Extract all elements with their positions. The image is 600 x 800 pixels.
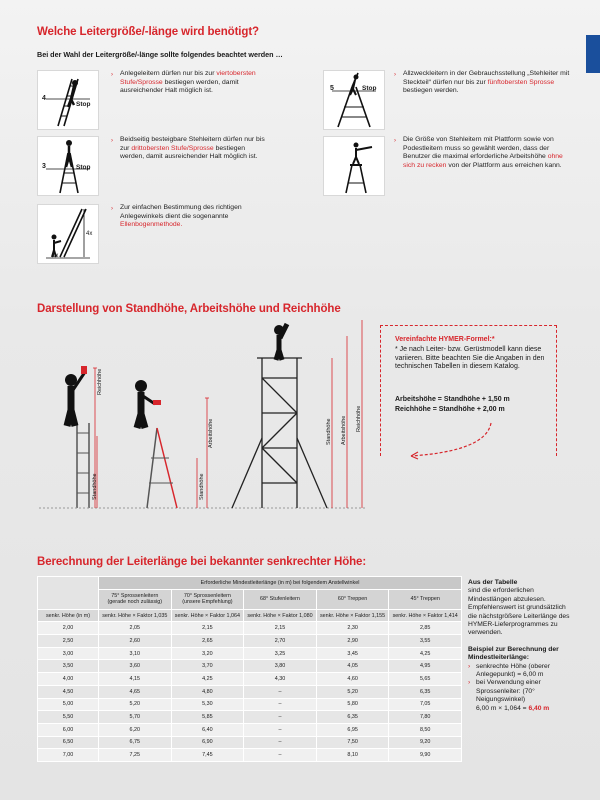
length-cell: 7,80 — [389, 711, 462, 724]
explanation-text: sind die erforderlichen Mindestlängen abzulesen. Empfehlenswert ist grundsätzlich die nächstgrößere Leiterlänge des HYMER-Lieferprogrammes zu verwenden. — [468, 587, 570, 637]
length-cell: 4,05 — [316, 660, 389, 673]
column-header: 75° Sprossenleitern (gerade noch zulässig) — [99, 589, 172, 609]
bullet-arrow-icon: › — [111, 138, 113, 144]
curved-arrow-icon — [406, 421, 496, 461]
reichhoehe-label-1: Reichhöhe — [97, 368, 103, 395]
rule-text: Zur einfachen Bestimmung des richtigen Anlegewinkels dient die sogenannte Ellenbogenmethode. — [120, 204, 242, 229]
bullet-arrow-icon: › — [394, 72, 396, 78]
ladder-length-table — [37, 576, 462, 762]
subheader-cell: senkr. Höhe × Faktor 1,064 — [171, 609, 244, 622]
length-cell: 7,25 — [99, 749, 172, 762]
length-cell: 3,20 — [171, 647, 244, 660]
length-cell: 6,35 — [389, 685, 462, 698]
height-cell: 6,00 — [38, 723, 99, 736]
bullet-arrow-icon: › — [111, 206, 113, 212]
height-cell: 2,00 — [38, 622, 99, 635]
table-group-header: Erforderliche Mindestleiterlänge (in m) bei folgendem Anstellwinkel — [99, 577, 462, 590]
icon-number: 5 — [330, 85, 334, 92]
ratio-x-label: 1x — [52, 253, 59, 259]
length-cell: 3,10 — [99, 647, 172, 660]
section-title-size: Welche Leitergröße/-länge wird benötigt? — [37, 26, 259, 38]
length-cell: 3,70 — [171, 660, 244, 673]
length-cell: 4,80 — [171, 685, 244, 698]
hymer-formula-box — [380, 325, 557, 456]
length-cell: 5,30 — [171, 698, 244, 711]
stop-label: Stop — [76, 101, 91, 108]
length-cell: 5,65 — [389, 673, 462, 686]
section-title-calculation: Berechnung der Leiterlänge bei bekannter senkrechter Höhe: — [37, 556, 367, 568]
formula-line-2: Reichhöhe = Standhöhe + 2,00 m — [395, 406, 505, 413]
length-cell: – — [244, 749, 317, 762]
length-cell: 6,95 — [316, 723, 389, 736]
length-cell: 6,40 — [171, 723, 244, 736]
height-cell: 6,50 — [38, 736, 99, 749]
length-cell: 6,75 — [99, 736, 172, 749]
length-cell: 3,25 — [244, 647, 317, 660]
length-cell: 3,80 — [244, 660, 317, 673]
length-cell: 2,15 — [244, 622, 317, 635]
length-cell: 4,65 — [99, 685, 172, 698]
page-tab — [586, 35, 600, 73]
subheader-cell: senkr. Höhe × Faktor 1,155 — [316, 609, 389, 622]
arbeitshoehe-label-3: Arbeitshöhe — [341, 415, 347, 445]
ladder-4-stop-icon — [37, 70, 99, 130]
length-cell: 5,20 — [99, 698, 172, 711]
length-cell: 9,20 — [389, 736, 462, 749]
length-cell: – — [244, 685, 317, 698]
table-row — [38, 711, 462, 724]
formula-note: * Je nach Leiter- bzw. Gerüstmodell kann diese variieren. Bitte beachten Sie die Angaben in den technischen Tabellen in diesem Katalog. — [395, 346, 545, 371]
length-cell: 6,20 — [99, 723, 172, 736]
table-row — [38, 673, 462, 686]
length-cell: 4,25 — [389, 647, 462, 660]
rule-text: Beidseitig besteigbare Stehleitern dürfen nur bis zur drittobersten Stufe/Sprosse bestiegen werden, damit ausreichender Halt möglich ist. — [120, 136, 265, 161]
table-explanation — [468, 579, 573, 713]
subheader-cell: senkr. Höhe × Faktor 1,414 — [389, 609, 462, 622]
length-cell: 3,60 — [99, 660, 172, 673]
rule-text: Allzweckleitern in der Gebrauchsstellung „Stehleiter mit Steckteil“ dürfen nur bis zur fünftobersten Sprosse bestiegen werden. — [403, 70, 570, 95]
length-cell: 7,05 — [389, 698, 462, 711]
explanation-heading: Aus der Tabelle — [468, 579, 518, 586]
subheader-cell: senkr. Höhe × Faktor 1,080 — [244, 609, 317, 622]
bullet-arrow-icon: › — [394, 138, 396, 144]
height-cell: 4,50 — [38, 685, 99, 698]
column-header: 68° Stufenleitern — [244, 589, 317, 609]
length-cell: 7,45 — [171, 749, 244, 762]
example-heading: Beispiel zur Berechnung der Mindestleiterlänge: — [468, 645, 559, 662]
length-cell: – — [244, 711, 317, 724]
length-cell: 5,85 — [171, 711, 244, 724]
column-header: 70° Sprossenleitern (unsere Empfehlung) — [171, 589, 244, 609]
length-cell: 3,55 — [389, 635, 462, 648]
length-cell: 2,60 — [99, 635, 172, 648]
height-cell: 2,50 — [38, 635, 99, 648]
height-cell: 4,00 — [38, 673, 99, 686]
rule-text: Anlegeleitern dürfen nur bis zur viertobersten Stufe/Sprosse bestiegen werden, damit ausreichender Halt möglich ist. — [120, 70, 256, 95]
section-lead: Bei der Wahl der Leitergröße/-länge sollte folgendes beachtet werden … — [37, 50, 283, 59]
length-cell: 3,45 — [316, 647, 389, 660]
length-cell: 9,90 — [389, 749, 462, 762]
standhoehe-label-3: Standhöhe — [326, 418, 332, 445]
table-row — [38, 685, 462, 698]
length-cell: 2,05 — [99, 622, 172, 635]
example-bullet-1: › senkrechte Höhe (oberer Anlegepunkt) = 6,00 m — [468, 662, 550, 679]
length-cell: 8,50 — [389, 723, 462, 736]
stop-label: Stop — [76, 164, 91, 171]
length-cell: 5,70 — [99, 711, 172, 724]
height-cell: 5,00 — [38, 698, 99, 711]
table-row — [38, 736, 462, 749]
length-cell: 6,35 — [316, 711, 389, 724]
elbow-method-icon — [37, 204, 99, 264]
table-row — [38, 622, 462, 635]
height-cell: 3,00 — [38, 647, 99, 660]
stepladder-3-stop-icon — [37, 136, 99, 196]
length-cell: 7,50 — [316, 736, 389, 749]
length-cell: – — [244, 723, 317, 736]
length-cell: 8,10 — [316, 749, 389, 762]
platform-ladder-icon — [323, 136, 385, 196]
length-cell: 4,25 — [171, 673, 244, 686]
length-cell: 4,15 — [99, 673, 172, 686]
formula-line-1: Arbeitshöhe = Standhöhe + 1,50 m — [395, 396, 510, 403]
subheader-cell: senkr. Höhe (in m) — [38, 609, 99, 622]
length-cell: – — [244, 736, 317, 749]
standhoehe-label-2: Standhöhe — [199, 473, 205, 500]
column-header: 60° Treppen — [316, 589, 389, 609]
length-cell: 2,85 — [389, 622, 462, 635]
ratio-y-label: 4x — [86, 231, 93, 237]
height-cell: 3,50 — [38, 660, 99, 673]
subheader-cell: senkr. Höhe × Faktor 1,035 — [99, 609, 172, 622]
table-row — [38, 749, 462, 762]
icon-number: 4 — [42, 95, 46, 102]
length-cell: 6,90 — [171, 736, 244, 749]
rule-text: Die Größe von Stehleitern mit Plattform sowie von Podestleitern muss so gewählt werden, dass der Benutzer die maximal erforderliche Arbeitshöhe ohne sich zu recken von der Plattform aus erreichen kann. — [403, 136, 563, 169]
length-cell: 4,30 — [244, 673, 317, 686]
length-cell: – — [244, 698, 317, 711]
bullet-arrow-icon: › — [111, 72, 113, 78]
example-bullet-2: › bei Verwendung einer Sprossenleiter: (70° Neigungswinkel) — [468, 679, 541, 704]
length-cell: 5,20 — [316, 685, 389, 698]
table-row — [38, 635, 462, 648]
length-cell: 5,80 — [316, 698, 389, 711]
ladder-5-stop-icon — [323, 70, 385, 130]
section-title-heights: Darstellung von Standhöhe, Arbeitshöhe und Reichhöhe — [37, 303, 341, 315]
length-cell: 2,65 — [171, 635, 244, 648]
table-row — [38, 660, 462, 673]
length-cell: 2,30 — [316, 622, 389, 635]
length-cell: 2,70 — [244, 635, 317, 648]
length-cell: 2,90 — [316, 635, 389, 648]
standhoehe-label-1: Standhöhe — [92, 473, 98, 500]
stop-label: Stop — [362, 85, 377, 92]
column-header: 45° Treppen — [389, 589, 462, 609]
length-cell: 4,60 — [316, 673, 389, 686]
table-row — [38, 723, 462, 736]
example-calculation: 6,00 m × 1,064 = 6,40 m — [476, 704, 550, 712]
arbeitshoehe-label-2: Arbeitshöhe — [208, 418, 214, 448]
length-cell: 2,15 — [171, 622, 244, 635]
table-row — [38, 698, 462, 711]
height-cell: 5,50 — [38, 711, 99, 724]
table-row — [38, 647, 462, 660]
length-cell: 4,95 — [389, 660, 462, 673]
height-cell: 7,00 — [38, 749, 99, 762]
reichhoehe-label-3: Reichhöhe — [356, 405, 362, 432]
formula-title: Vereinfachte HYMER-Formel:* — [395, 336, 495, 343]
icon-number: 3 — [42, 163, 46, 170]
